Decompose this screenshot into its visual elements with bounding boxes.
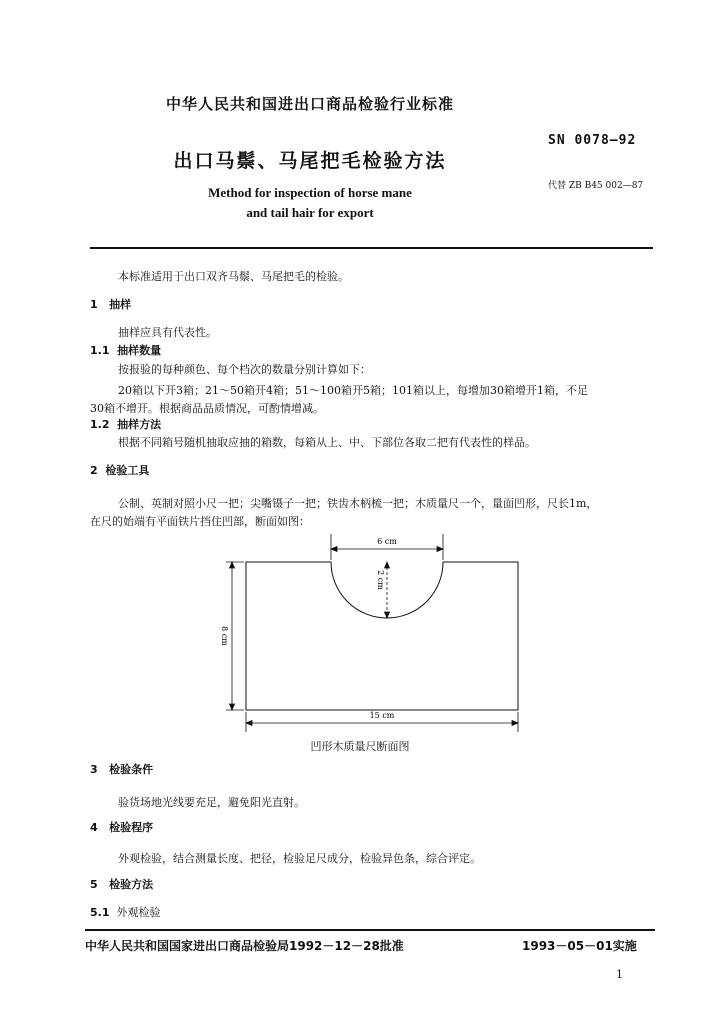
page-number: 1 — [616, 968, 623, 981]
section-title: 抽样 — [109, 298, 132, 311]
section-3-text: 验货场地光线要充足，避免阳光直射。 — [118, 796, 305, 809]
section-4-heading — [90, 821, 153, 835]
approval-line: 中华人民共和国国家进出口商品检验局1992－12－28批准 — [85, 939, 404, 953]
section-num: 1 — [90, 298, 98, 311]
section-title: 外观检验 — [116, 906, 161, 919]
intro-paragraph: 本标准适用于出口双齐马鬃、马尾把毛的检验。 — [118, 270, 349, 283]
replaces-note: 代替 ZB B45 002—87 — [548, 181, 644, 191]
section-1-1-line2: 20箱以下开3箱；21～50箱开4箱；51～100箱开5箱；101箱以上，每增加30箱增开1箱，不足 — [118, 384, 588, 397]
section-1-1-heading — [90, 344, 161, 358]
section-num: 5.1 — [90, 906, 110, 919]
section-title: 检验方法 — [109, 878, 154, 891]
section-title: 检验程序 — [109, 821, 154, 834]
section-5-1-heading — [90, 906, 161, 920]
section-title: 检验工具 — [105, 464, 150, 477]
section-1-1-line3: 30箱不增开。根据商品品质情况，可酌情增减。 — [90, 402, 324, 415]
section-num: 5 — [90, 878, 98, 891]
section-1-1-line1: 按报验的每种颜色、每个档次的数量分别计算如下： — [118, 363, 371, 376]
section-title: 检验条件 — [109, 763, 154, 776]
section-title: 抽样方法 — [117, 418, 162, 431]
issuer-title: 中华人民共和国进出口商品检验行业标准 — [165, 95, 454, 113]
section-1-2-text: 根据不同箱号随机抽取应抽的箱数，每箱从上、中、下部位各取二把有代表性的样品。 — [118, 436, 536, 449]
section-2-line2: 在尺的始端有平面铁片挡住凹部，断面如图： — [90, 515, 310, 528]
ruler-cross-section-figure — [210, 532, 530, 732]
document-title-en — [0, 183, 620, 223]
section-num: 3 — [90, 763, 98, 776]
label-top-width: 6 cm — [377, 537, 397, 546]
section-num: 1.2 — [90, 418, 110, 431]
section-num: 1.1 — [90, 344, 110, 357]
label-height: 8 cm — [220, 626, 229, 646]
section-1-heading — [90, 298, 131, 312]
section-2-line1: 公制、英制对照小尺一把；尖嘴镊子一把；铁齿木柄梳一把；木质量尺一个，量面凹形，尺长1m， — [118, 497, 598, 510]
section-5-heading — [90, 878, 153, 892]
document-title-cn: 出口马鬃、马尾把毛检验方法 — [173, 150, 447, 172]
section-1-2-heading — [90, 418, 161, 432]
header-divider — [90, 247, 653, 249]
section-num: 4 — [90, 821, 98, 834]
section-2-heading — [90, 464, 149, 478]
section-3-heading — [90, 763, 153, 777]
title-en-line1: Method for inspection of horse mane — [208, 185, 412, 200]
figure-caption: 凹形木质量尺断面图 — [310, 740, 410, 753]
label-depth: 2 cm — [376, 570, 385, 590]
footer-divider — [85, 929, 655, 931]
label-width: 15 cm — [369, 711, 395, 720]
section-title: 抽样数量 — [117, 344, 162, 357]
section-num: 2 — [90, 464, 98, 477]
standard-number: SN 0078—92 — [548, 133, 637, 148]
title-en-line2: and tail hair for export — [246, 205, 374, 220]
effective-date: 1993－05－01实施 — [522, 939, 637, 953]
section-1-text: 抽样应具有代表性。 — [118, 326, 217, 339]
section-4-text: 外观检验，结合测量长度、把径，检验足尺成分，检验异色条，综合评定。 — [118, 852, 481, 865]
